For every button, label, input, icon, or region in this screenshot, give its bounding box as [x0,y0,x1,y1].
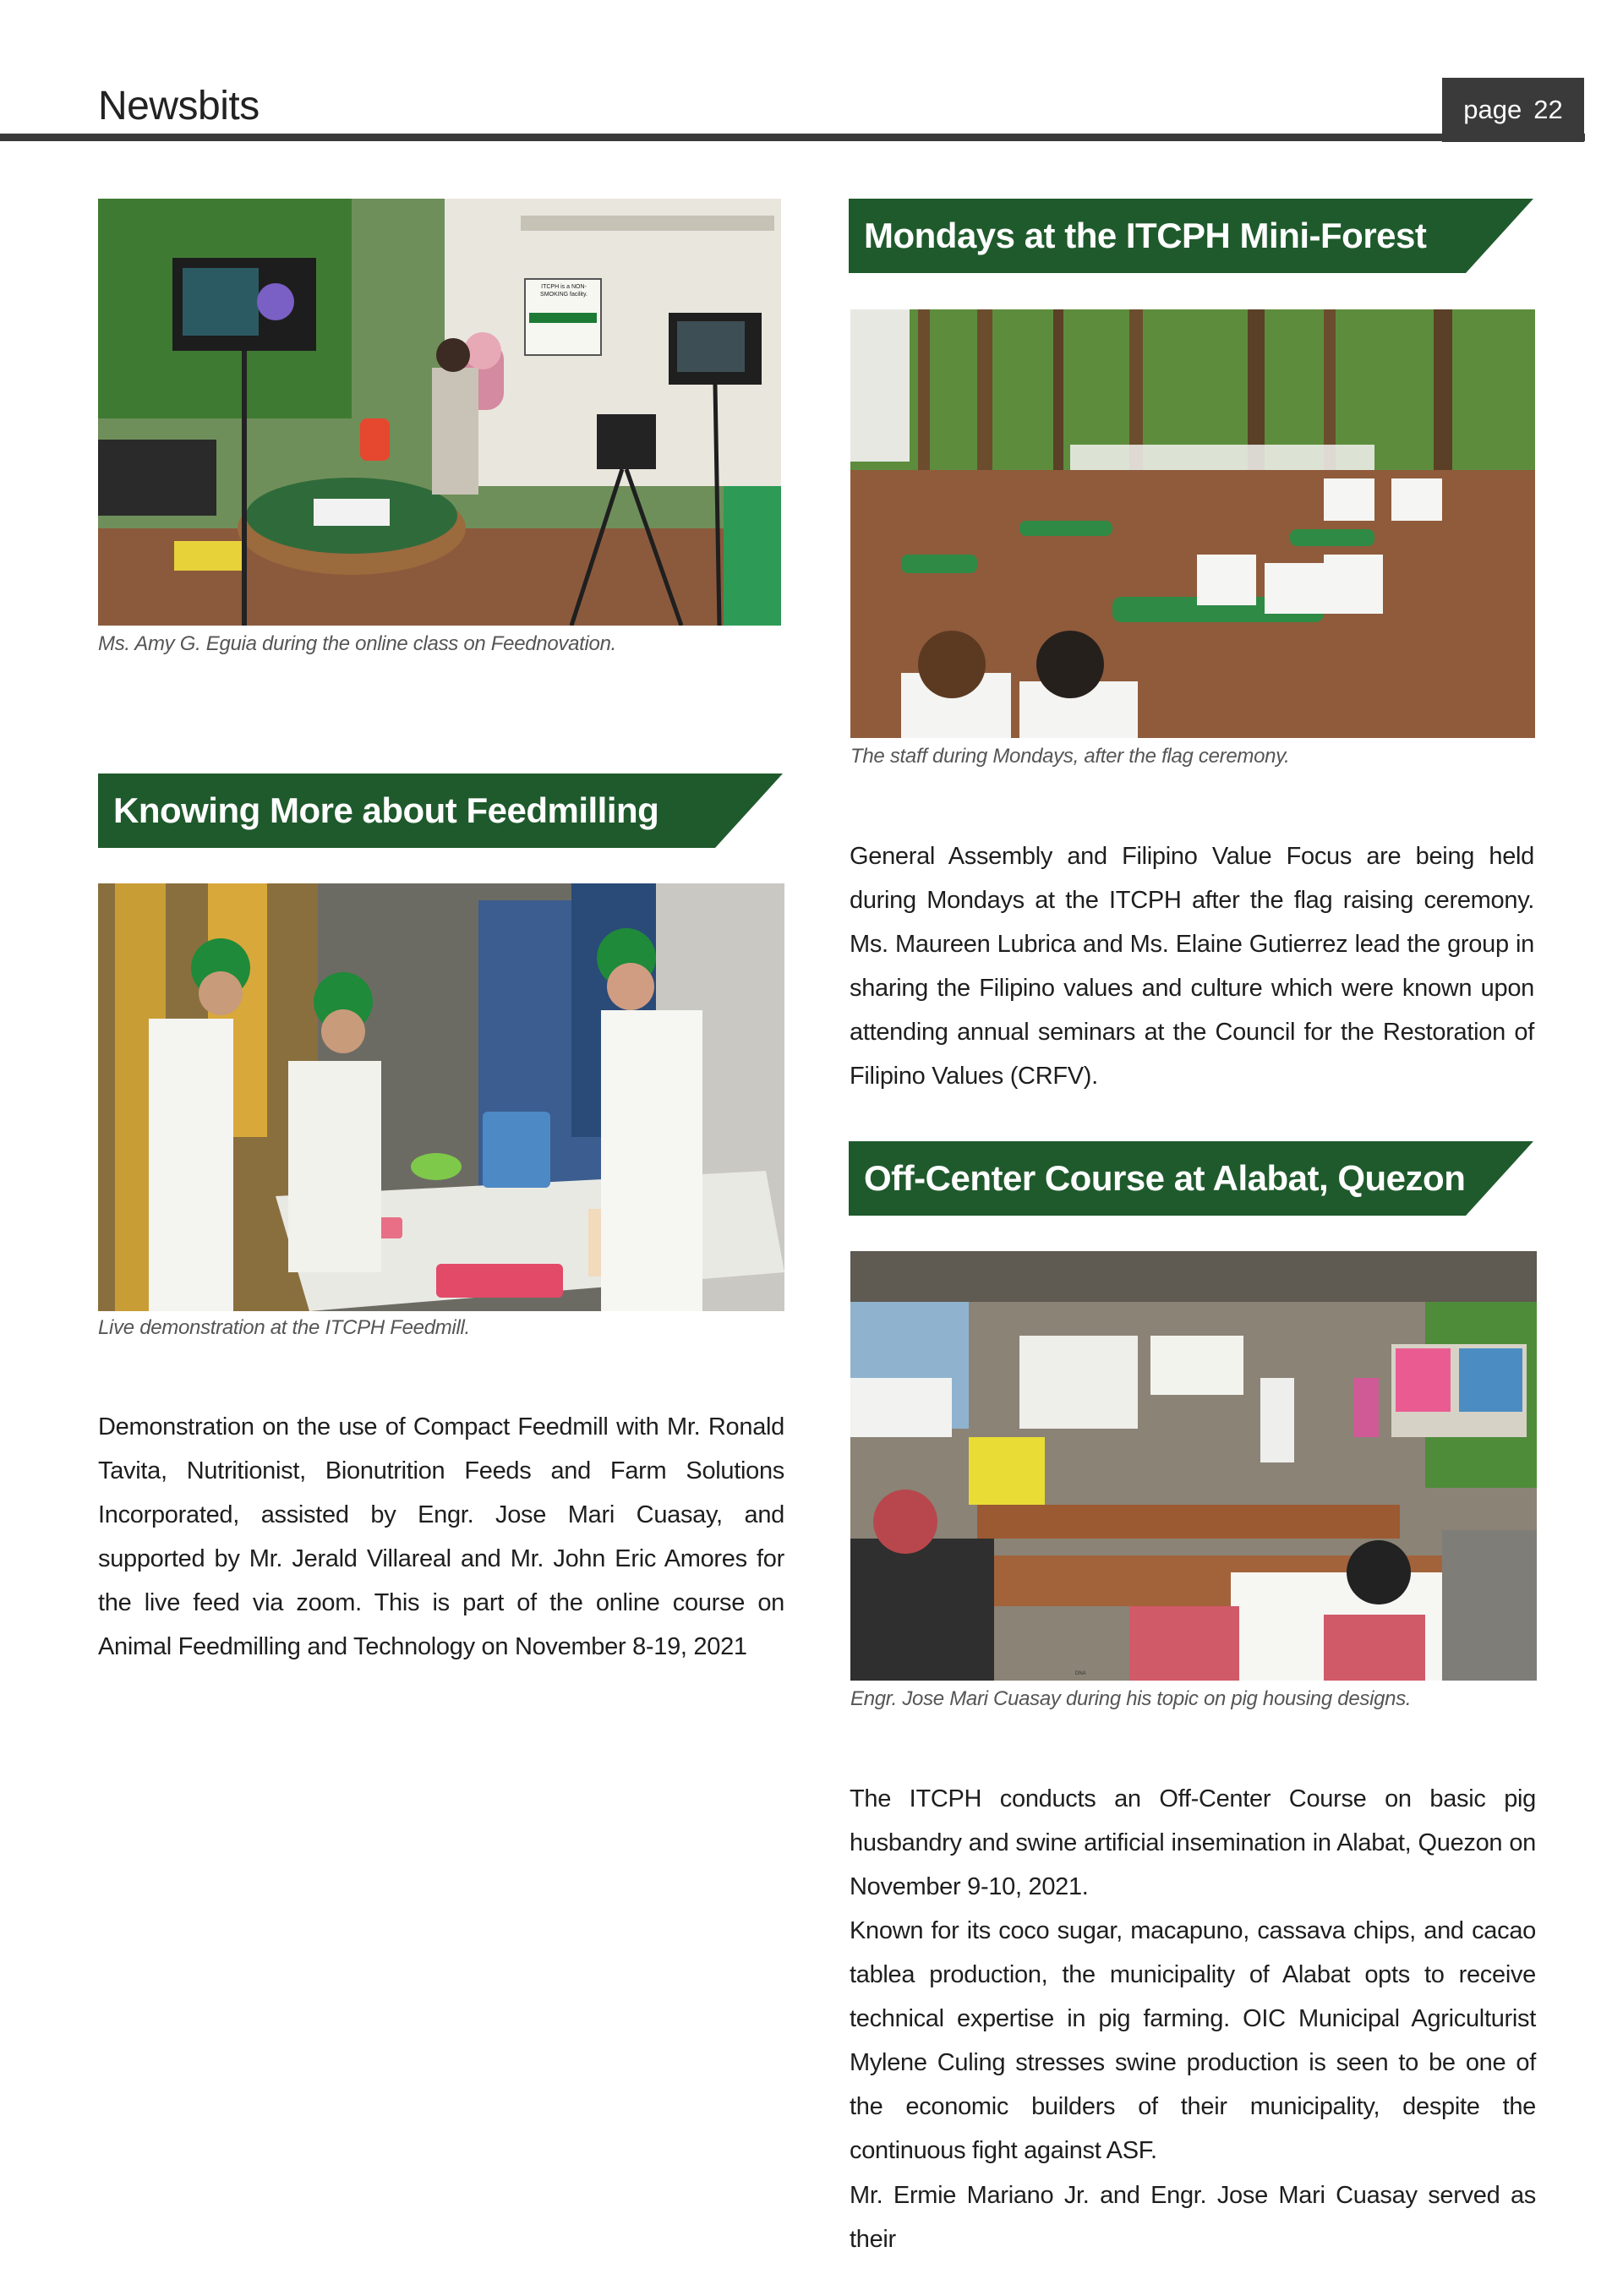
photo-monitor-text [1075,1671,1086,1676]
section-title: Newsbits [98,84,260,128]
miniforest-banner [849,199,1533,273]
page-label: page [1463,95,1522,124]
nonsmoking-sign: ITCPH is a NON-SMOKING facility. [540,284,587,298]
feedmill-demo-photo [98,883,784,1311]
feedmilling-paragraph: Demonstration on the use of Compact Feedmill with Mr. Ronald Tavita, Nutritionist, Bionutrition Feeds and Farm Solutions Incorporated, assisted by Engr. Jose Mari Cuasay, and supported by Mr. Jerald Villareal and Mr. John Eric Amores for the live feed via zoom. This is part of the online course on Animal Feedmilling and Technology on November 8-19, 2021 [98,1413,784,1660]
header-rule [0,134,1585,141]
miniforest-paragraph: General Assembly and Filipino Value Focus are being held during Mondays at the ITCPH after the flag raising ceremony. Ms. Maureen Lubrica and Ms. Elaine Gutierrez lead the group in sharing the Filipino values and culture which were known upon attending annual seminars at the Council for the Restoration of Filipino Values (CRFV). [850,843,1534,1090]
photo-sign-text [528,283,599,298]
miniforest-title: Mondays at the ITCPH Mini-Forest [864,216,1427,255]
online-class-caption: Ms. Amy G. Eguia during the online class on Feednovation. [98,632,617,655]
feedmilling-banner [98,774,783,848]
alabat-banner [849,1141,1533,1216]
alabat-paragraph-2: Known for its coco sugar, macapuno, cassava chips, and cacao tablea production, the municipality of Alabat opts to receive technical expertise in pig farming. OIC Municipal Agriculturist Mylene Culing stresses swine production is seen to be one of the economic builders of their municipality, despite the continuous fight against ASF. [850,1917,1536,2164]
alabat-caption: Engr. Jose Mari Cuasay during his topic on pig housing designs. [850,1687,1412,1710]
miniforest-caption: The staff during Mondays, after the flag ceremony. [850,745,1290,768]
alabat-photo [850,1251,1537,1681]
online-class-photo [98,199,781,626]
alabat-paragraph-1: The ITCPH conducts an Off-Center Course on basic pig husbandry and swine artificial insemination in Alabat, Quezon on November 9-10, 2021. [850,1785,1536,1900]
feedmilling-title: Knowing More about Feedmilling [113,790,659,830]
page-number-tab [1442,78,1584,142]
monitor-label: DNA [1075,1671,1086,1676]
alabat-paragraph-3: Mr. Ermie Mariano Jr. and Engr. Jose Mari Cuasay served as their [850,2182,1536,2253]
miniforest-photo [850,309,1535,738]
alabat-title: Off-Center Course at Alabat, Quezon [864,1158,1466,1198]
page-number: 22 [1533,95,1563,124]
feedmill-caption: Live demonstration at the ITCPH Feedmill. [98,1316,470,1339]
